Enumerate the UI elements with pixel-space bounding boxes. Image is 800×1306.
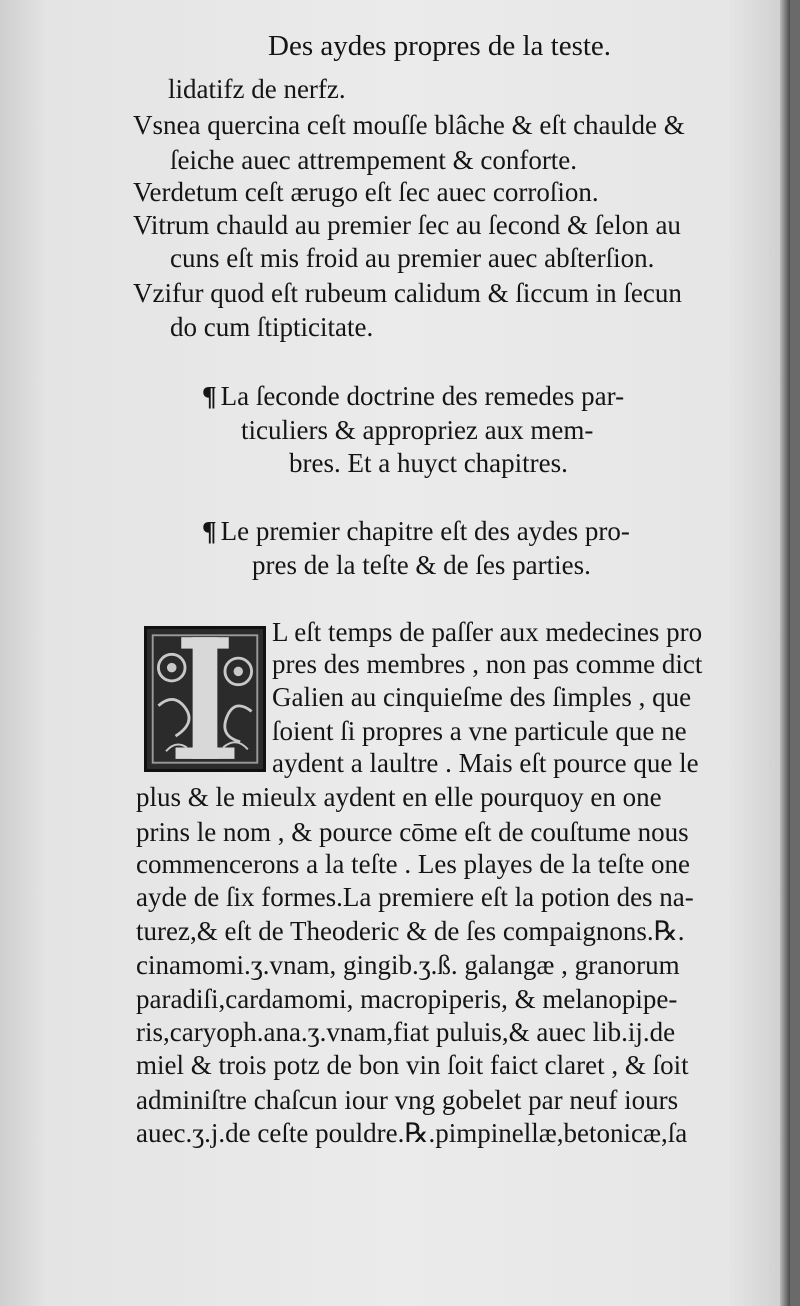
- text-line: Verdetum ceſt ærugo eſt ſec auec corroſion.: [133, 177, 599, 207]
- heading-line: bres. Et a huyct chapitres.: [289, 448, 568, 478]
- text-line: cuns eſt mis froid au premier auec abſterſion.: [170, 243, 655, 273]
- heading-line: [202, 380, 624, 412]
- heading-text: La ſeconde doctrine des remedes par-: [220, 381, 625, 411]
- text-line: ayde de ſix formes.La premiere eſt la potion des na-: [136, 882, 694, 912]
- text-line: Vitrum chauld au premier ſec au ſecond & ſelon au: [133, 210, 681, 240]
- text-line: plus & le mieulx aydent en elle pourquoy en one: [136, 782, 662, 812]
- heading-line: pres de la teſte & de ſes parties.: [252, 550, 591, 580]
- text-line: lidatifz de nerfz.: [168, 74, 346, 104]
- page-edge-shadow: [780, 0, 790, 1306]
- text-line: ſoient ſi propres a vne particule que ne: [272, 716, 687, 746]
- decorated-initial-icon: [144, 626, 266, 772]
- text-line: cinamomi.ʒ.vnam, gingib.ʒ.ß. galangæ , granorum: [136, 950, 680, 980]
- pilcrow-icon: ¶: [202, 516, 217, 546]
- text-line: L eſt temps de paſſer aux medecines pro: [272, 617, 703, 647]
- text-line: pres des membres , non pas comme dict: [272, 649, 703, 679]
- text-line: prins le nom , & pource cōme eſt de couſtume nous: [136, 817, 689, 847]
- running-head: Des aydes propres de la teste.: [268, 30, 612, 62]
- pilcrow-icon: ¶: [202, 381, 217, 411]
- text-line: Vsnea quercina ceſt mouſſe blâche & eſt chaulde &: [133, 110, 685, 140]
- text-line: ſeiche auec attrempement & conforte.: [170, 145, 578, 175]
- floral-initial-icon: [147, 629, 263, 769]
- text-line: Vzifur quod eſt rubeum calidum & ſiccum in ſecun: [133, 278, 682, 308]
- heading-line: ticuliers & appropriez aux mem-: [241, 415, 594, 445]
- heading-line: [202, 515, 630, 547]
- text-line: do cum ſtipticitate.: [170, 312, 374, 342]
- text-line: auec.ʒ.j.de ceſte pouldre.℞.pimpinellæ,betonicæ,ſa: [136, 1118, 688, 1148]
- text-line: turez,& eſt de Theoderic & de ſes compaignons.℞.: [136, 916, 685, 946]
- heading-text: Le premier chapitre eſt des aydes pro-: [220, 516, 630, 546]
- text-line: miel & trois potz de bon vin ſoit faict claret , & ſoit: [136, 1050, 689, 1080]
- text-line: paradiſi,cardamomi, macropiperis, & melanopipe-: [136, 984, 678, 1014]
- text-line: ris,caryoph.ana.ʒ.vnam,fiat puluis,& auec lib.ij.de: [136, 1017, 676, 1047]
- text-line: adminiſtre chaſcun iour vng gobelet par neuf iours: [136, 1085, 679, 1115]
- text-line: Galien au cinquieſme des ſimples , que: [272, 682, 692, 712]
- text-line: commencerons a la teſte . Les playes de la teſte one: [136, 849, 691, 879]
- text-line: aydent a laultre . Mais eſt pource que le: [272, 748, 699, 778]
